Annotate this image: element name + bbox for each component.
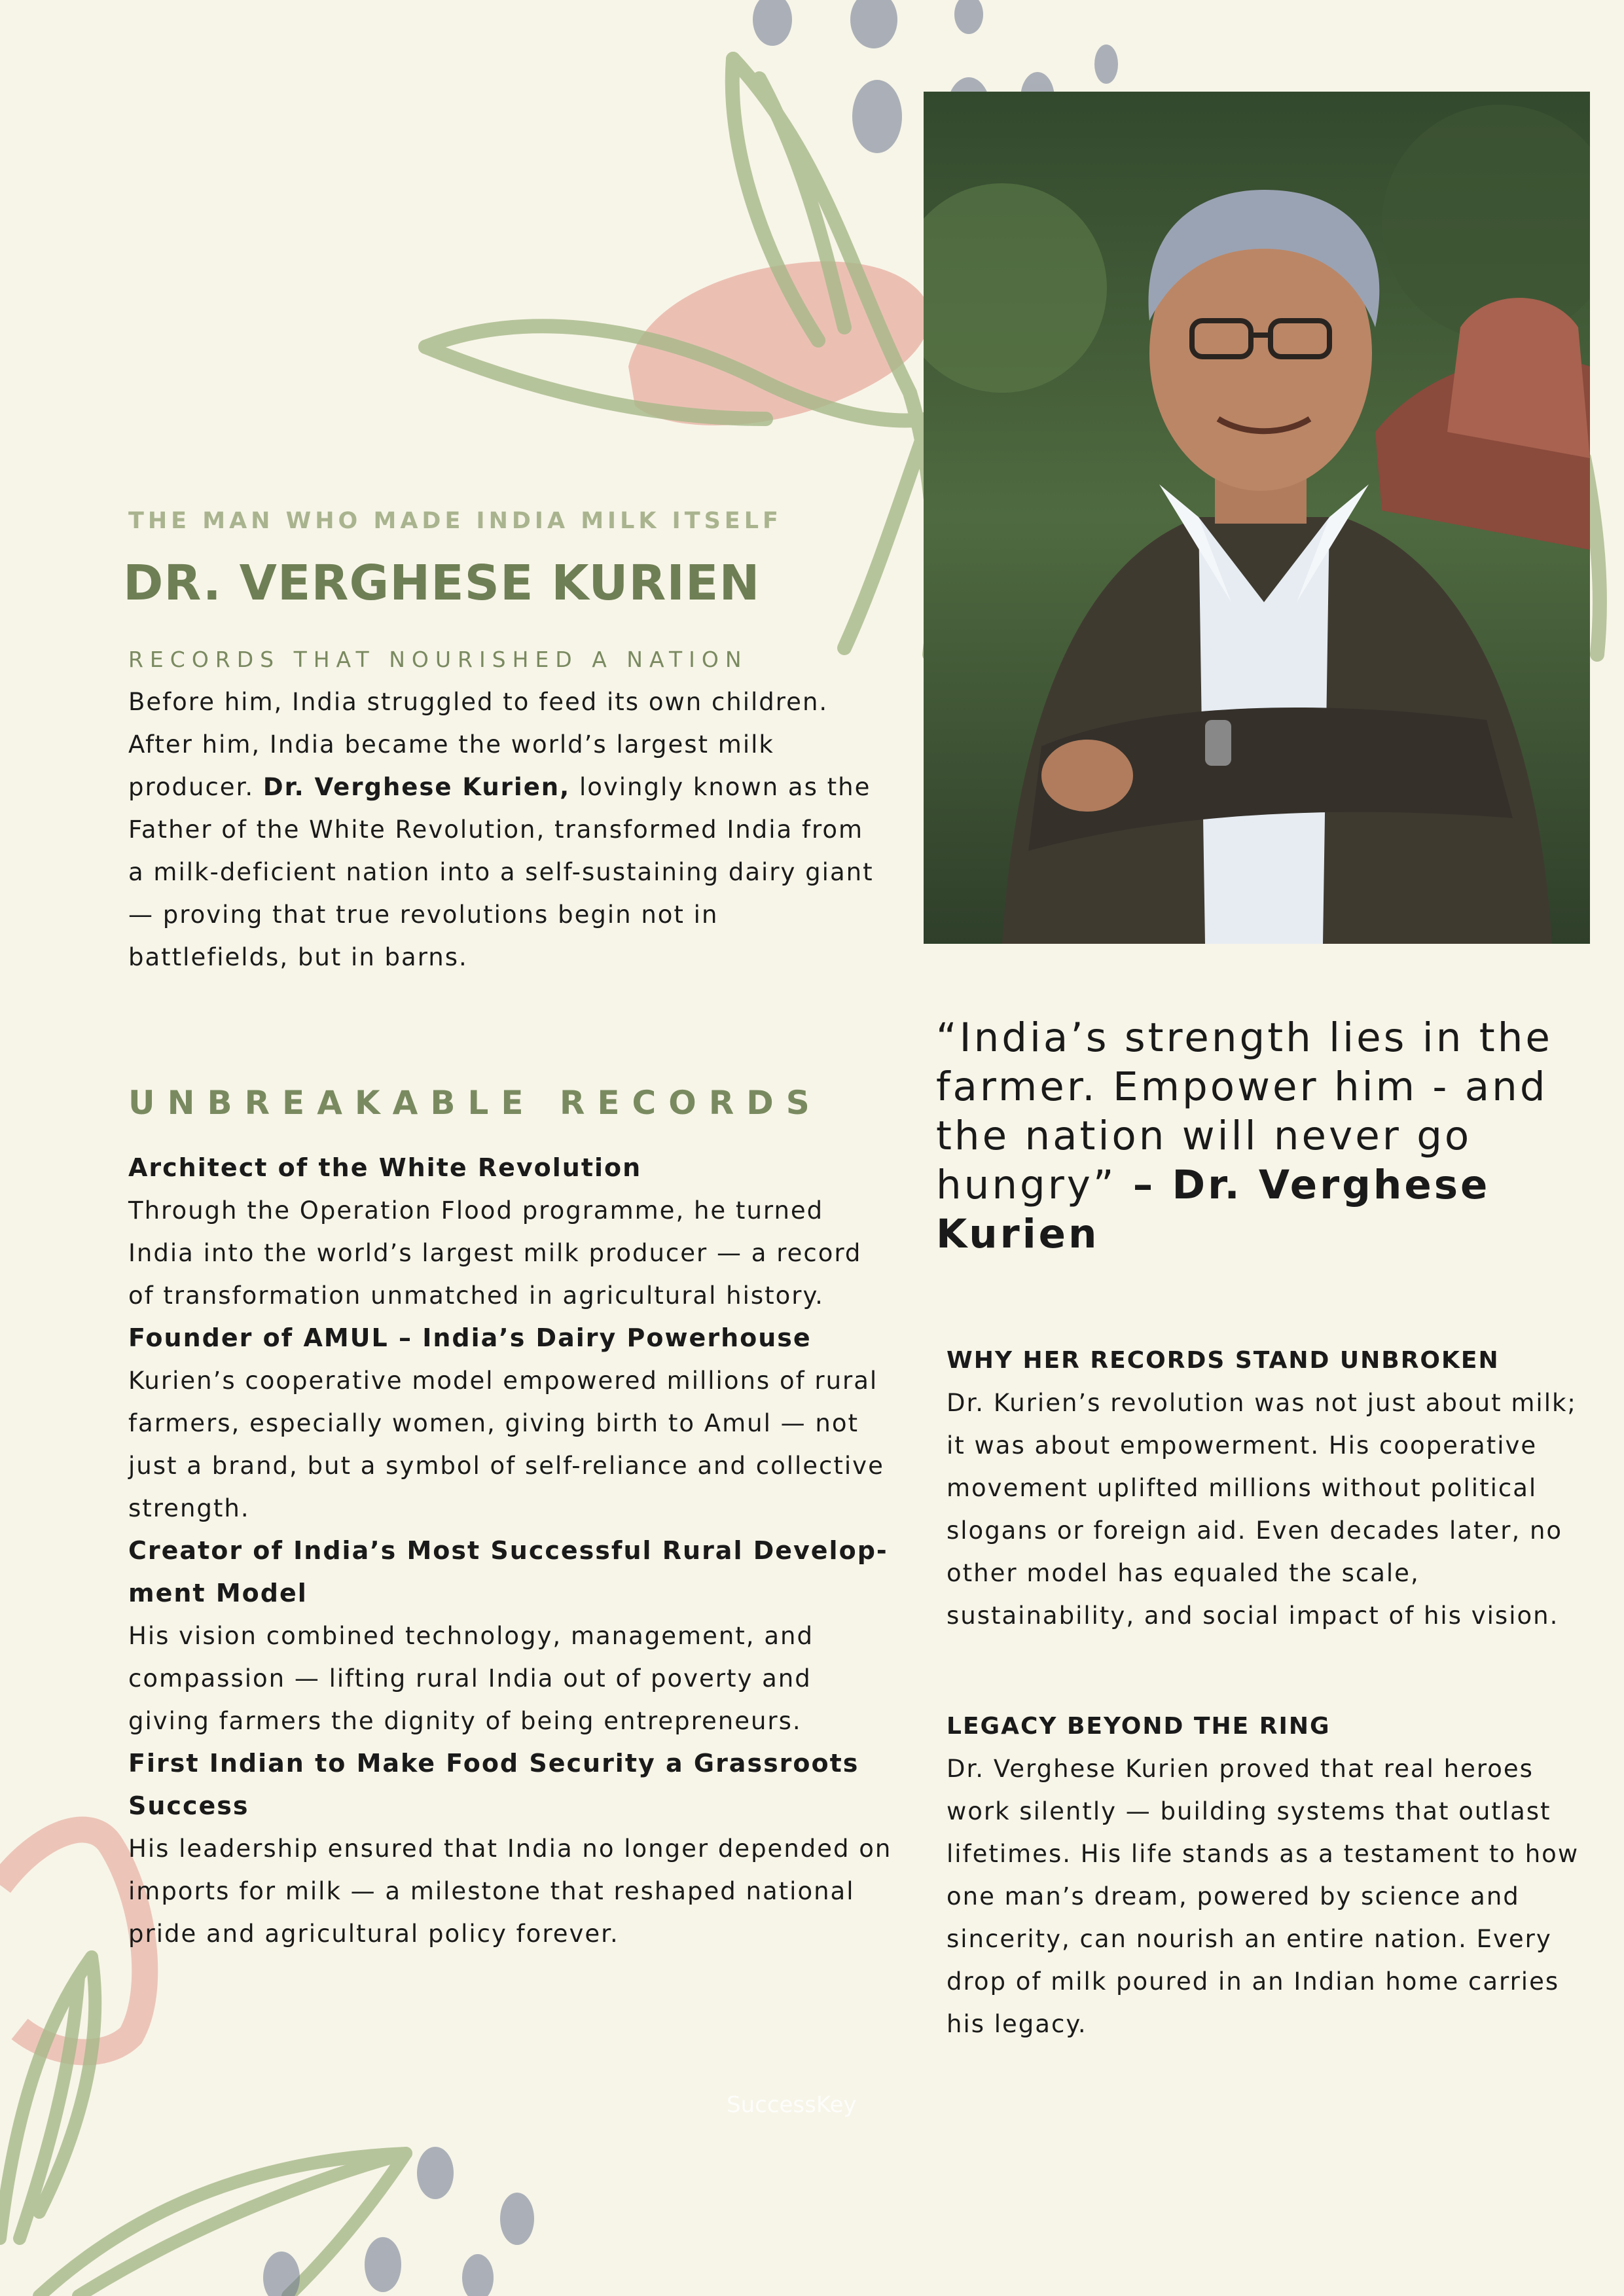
records-list — [128, 1147, 894, 1955]
legacy-heading: LEGACY BEYOND THE RING — [947, 1713, 1331, 1740]
record-body: Through the Operation Flood programme, he turned India into the world’s largest milk producer — a record of transformation unmatched in agricultural history. — [128, 1196, 862, 1310]
legacy-body: Dr. Verghese Kurien proved that real heroes work silently — building systems that outlast lifetimes. His life stands as a testament to how one man’s dream, powered by science and sincerity, can nourish an entire nation. Every drop of milk poured in an Indian home carries his legacy. — [947, 1755, 1579, 2038]
watermark: SuccessKey — [727, 2092, 857, 2118]
records-heading: UNBREAKABLE RECORDS — [128, 1084, 822, 1122]
record-title: Architect of the White Revolution — [128, 1153, 642, 1182]
record-body: His leadership ensured that India no longer depended on imports for milk — a milestone that reshaped national pride and agricultural policy forever. — [128, 1835, 892, 1948]
portrait-photo — [924, 92, 1590, 944]
record-body: Kurien’s cooperative model empowered millions of rural farmers, especially women, giving birth to Amul — not just a brand, but a symbol of self-reliance and collective strength. — [128, 1367, 884, 1522]
intro-name: Dr. Verghese Kurien, — [262, 773, 571, 801]
record-body: His vision combined technology, management, and compassion — lifting rural India out of poverty and giving farmers the dignity of being entrepreneurs. — [128, 1622, 814, 1735]
intro-lead: Before him, India struggled to feed its own children. After him, India became the world’s largest milk producer. — [128, 688, 829, 801]
record-title: First Indian to Make Food Security a Grassroots Success — [128, 1749, 859, 1820]
quote-attribution: – Dr. Verghese Kurien — [936, 1162, 1490, 1257]
legacy-section — [947, 1705, 1601, 2045]
record-item — [128, 1530, 894, 1742]
why-body: Dr. Kurien’s revolution was not just about milk; it was about empowerment. His cooperative movement uplifted millions without political slogans or foreign aid. Even decades later, no other model has equaled the scale, sustainability, and social impact of his vision. — [947, 1389, 1577, 1630]
why-heading: WHY HER RECORDS STAND UNBROKEN — [947, 1347, 1500, 1374]
pull-quote — [936, 1013, 1597, 1259]
intro-rest: lovingly known as the Father of the White Revolution, transformed India from a milk-deficient nation into a self-sustaining dairy giant — proving that true revolutions begin not in battlefields, but in barns. — [128, 773, 874, 971]
record-item — [128, 1317, 894, 1530]
why-section — [947, 1339, 1601, 1637]
page-subtitle: RECORDS THAT NOURISHED A NATION — [128, 647, 748, 672]
record-item — [128, 1742, 894, 1955]
record-title: Founder of AMUL – India’s Dairy Powerhouse — [128, 1323, 812, 1352]
record-title: Creator of India’s Most Successful Rural Development Model — [128, 1536, 887, 1607]
page-title: DR. VERGHESE KURIEN — [123, 555, 761, 611]
record-item — [128, 1147, 894, 1317]
kicker-text: THE MAN WHO MADE INDIA MILK ITSELF — [128, 508, 782, 534]
leaves-bottom — [0, 1957, 406, 2296]
intro-paragraph — [128, 681, 875, 978]
quote-text: “India’s strength lies in the farmer. Empower him - and the nation will never go hungry” — [936, 1014, 1553, 1208]
